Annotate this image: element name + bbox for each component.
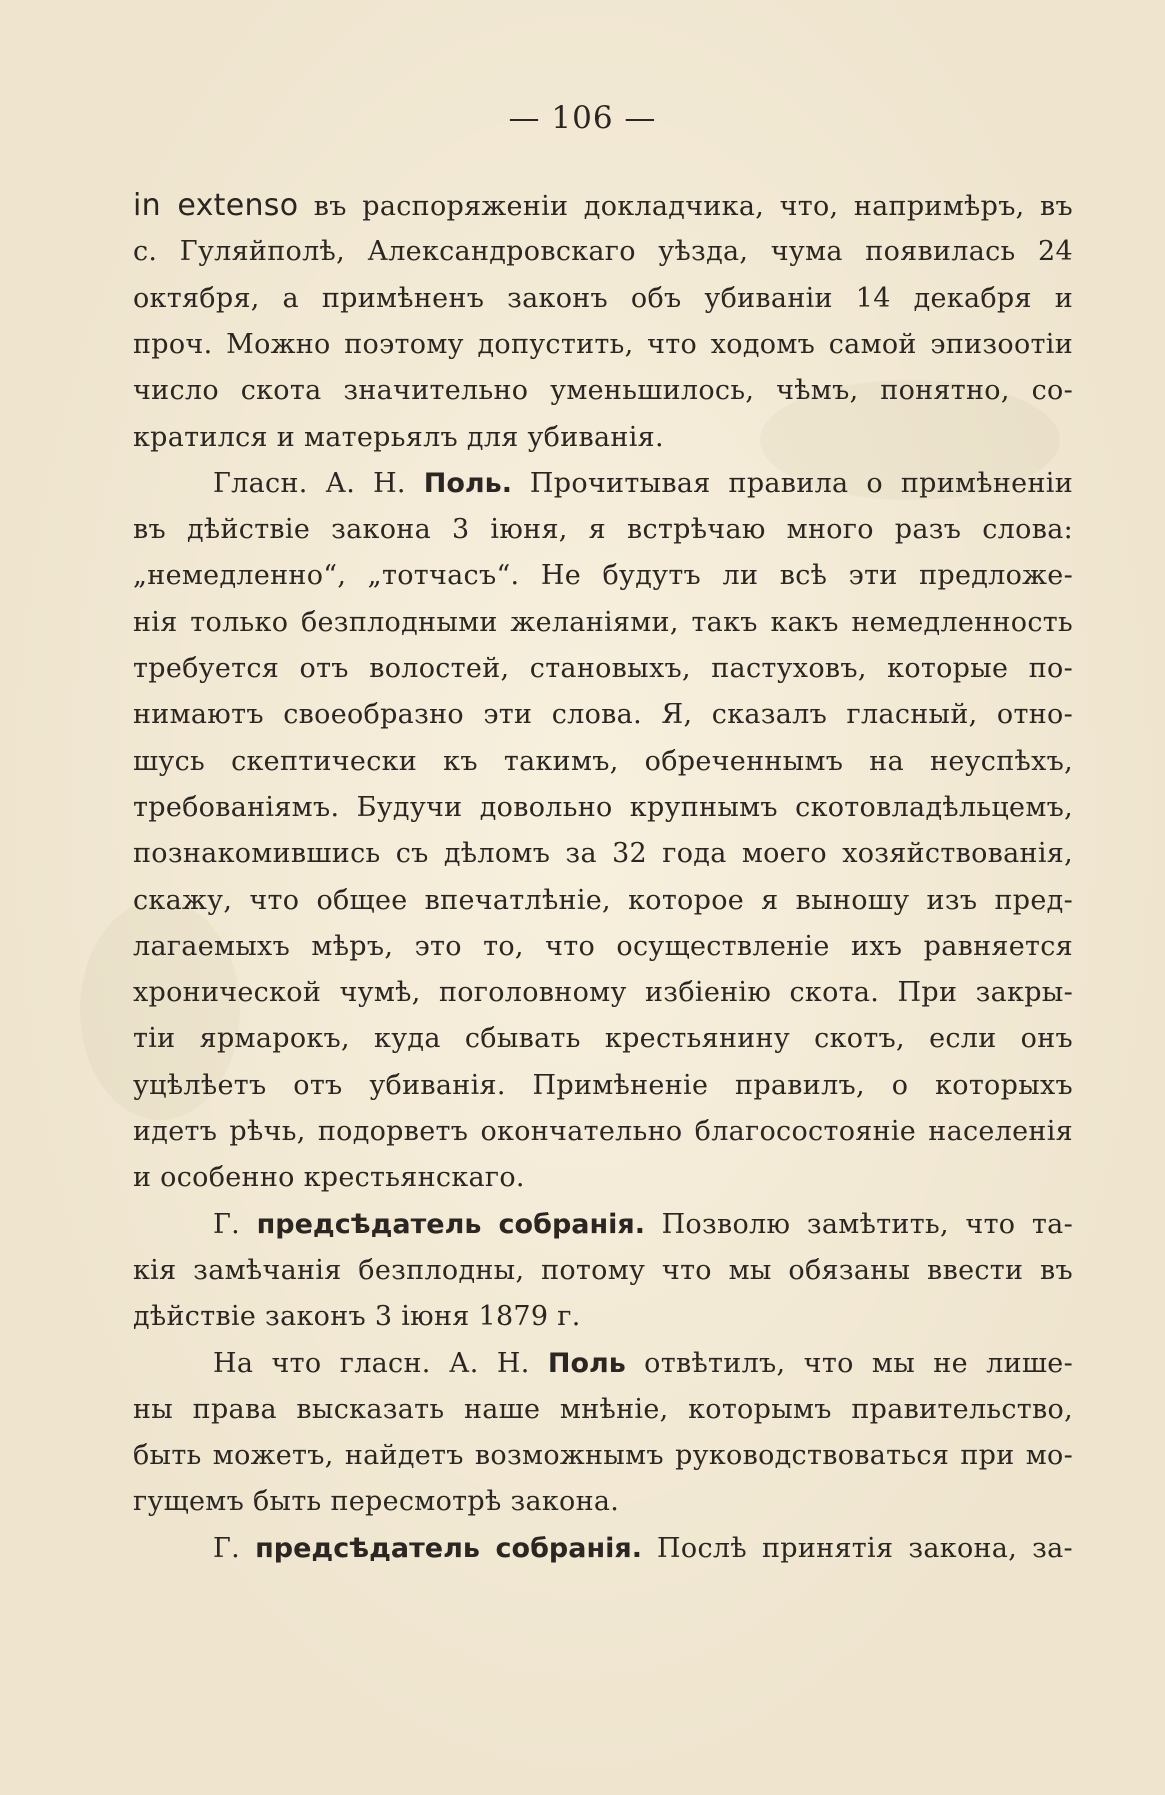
text-line — [133, 881, 1073, 921]
text-segment: На что гласн. А. Н. — [213, 1347, 548, 1379]
text-line — [133, 1112, 1073, 1152]
text-segment: кратился и матерьялъ для убиванія. — [133, 421, 664, 453]
text-segment: быть можетъ, найдетъ возможнымъ руководствоваться при мо- — [133, 1440, 1073, 1472]
text-segment: октября, а примѣненъ законъ объ убиваніи 14 декабря и — [133, 282, 1073, 314]
text-segment: въ дѣйствіе закона 3 іюня, я встрѣчаю много разъ слова: — [133, 514, 1073, 546]
text-segment: тіи ярмарокъ, куда сбывать крестьянину скотъ, если онъ — [133, 1023, 1073, 1055]
text-segment: познакомившись съ дѣломъ за 32 года моего хозяйствованія, — [133, 838, 1073, 870]
text-line — [133, 1019, 1073, 1059]
text-line — [133, 1482, 1073, 1522]
text-segment: число скота значительно уменьшилось, чѣмъ, понятно, со- — [133, 375, 1073, 407]
text-line — [133, 325, 1073, 365]
text-segment: с. Гуляйполѣ, Александровскаго уѣзда, чума появилась 24 — [133, 236, 1073, 268]
text-line — [133, 1205, 1073, 1245]
text-segment: скажу, что общее впечатлѣніе, которое я выношу изъ пред- — [133, 884, 1073, 916]
text-line — [133, 1529, 1073, 1569]
text-segment: гущемъ быть пересмотрѣ закона. — [133, 1486, 620, 1518]
text-segment: нимаютъ своеобразно эти слова. Я, сказалъ гласный, отно- — [133, 699, 1073, 731]
text-segment: требованіямъ. Будучи довольно крупнымъ скотовладѣльцемъ, — [133, 791, 1073, 823]
text-line — [133, 603, 1073, 643]
speaker-name: Поль — [547, 1347, 626, 1379]
text-line — [133, 1390, 1073, 1430]
text-line — [133, 1436, 1073, 1476]
text-line — [133, 649, 1073, 689]
speaker-name: Поль. — [423, 467, 512, 499]
text-segment: идетъ рѣчь, подорветъ окончательно благосостояніе населенія — [133, 1116, 1073, 1147]
text-segment: хронической чумѣ, поголовному избіенію скота. При закры- — [133, 977, 1073, 1009]
text-line — [133, 232, 1073, 272]
text-segment: уцѣлѣетъ отъ убиванія. Примѣненіе правилъ, о которыхъ — [133, 1069, 1073, 1101]
text-line — [133, 510, 1073, 550]
text-line — [133, 186, 1073, 226]
text-line — [133, 371, 1073, 411]
text-segment: in extenso — [133, 188, 299, 223]
text-segment: Послѣ принятія закона, за- — [641, 1532, 1073, 1564]
text-segment: отвѣтилъ, что мы не лише- — [625, 1347, 1074, 1379]
speaker-name: предсѣдатель собранія. — [256, 1208, 645, 1240]
text-line — [133, 788, 1073, 828]
text-line — [133, 742, 1073, 782]
text-segment: Гласн. А. Н. — [213, 467, 424, 499]
page-number: — 106 — — [508, 100, 657, 136]
text-segment: нія только безплодными желаніями, такъ какъ немедленность — [133, 606, 1073, 638]
text-segment: лагаемыхъ мѣръ, это то, что осуществленіе ихъ равняется — [133, 930, 1073, 962]
text-segment: требуется отъ волостей, становыхъ, пастуховъ, которые по- — [133, 653, 1073, 684]
speaker-name: предсѣдатель собранія. — [255, 1532, 642, 1564]
text-line — [133, 927, 1073, 967]
text-segment: Г. — [213, 1208, 257, 1240]
text-segment: въ распоряженіи докладчика, что, напримѣръ, въ — [298, 191, 1073, 222]
text-segment: Г. — [213, 1532, 256, 1564]
text-line — [133, 973, 1073, 1013]
text-segment: „немедленно“, „тотчасъ“. Не будутъ ли всѣ эти предложе- — [133, 560, 1073, 592]
text-line — [133, 695, 1073, 735]
text-segment: Позволю замѣтить, что та- — [645, 1208, 1073, 1240]
text-line — [133, 1251, 1073, 1291]
text-line — [133, 464, 1073, 504]
text-segment: Прочитывая правила о примѣненіи — [512, 467, 1073, 499]
text-line — [133, 279, 1073, 319]
text-line — [133, 1066, 1073, 1106]
text-segment: дѣйствіе законъ 3 іюня 1879 г. — [133, 1301, 581, 1333]
text-segment: шусь скептически къ такимъ, обреченнымъ на неуспѣхъ, — [133, 745, 1073, 777]
text-line — [133, 556, 1073, 596]
text-segment: ны права высказать наше мнѣніе, которымъ правительство, — [133, 1393, 1073, 1425]
text-line — [133, 834, 1073, 874]
text-line — [133, 1344, 1073, 1384]
text-segment: кія замѣчанія безплодны, потому что мы обязаны ввести въ — [133, 1254, 1073, 1286]
text-line — [133, 1158, 1073, 1198]
text-line — [133, 418, 1073, 458]
text-line — [133, 1297, 1073, 1337]
text-segment: проч. Можно поэтому допустить, что ходомъ самой эпизоотіи — [133, 328, 1073, 360]
text-segment: и особенно крестьянскаго. — [133, 1162, 525, 1194]
